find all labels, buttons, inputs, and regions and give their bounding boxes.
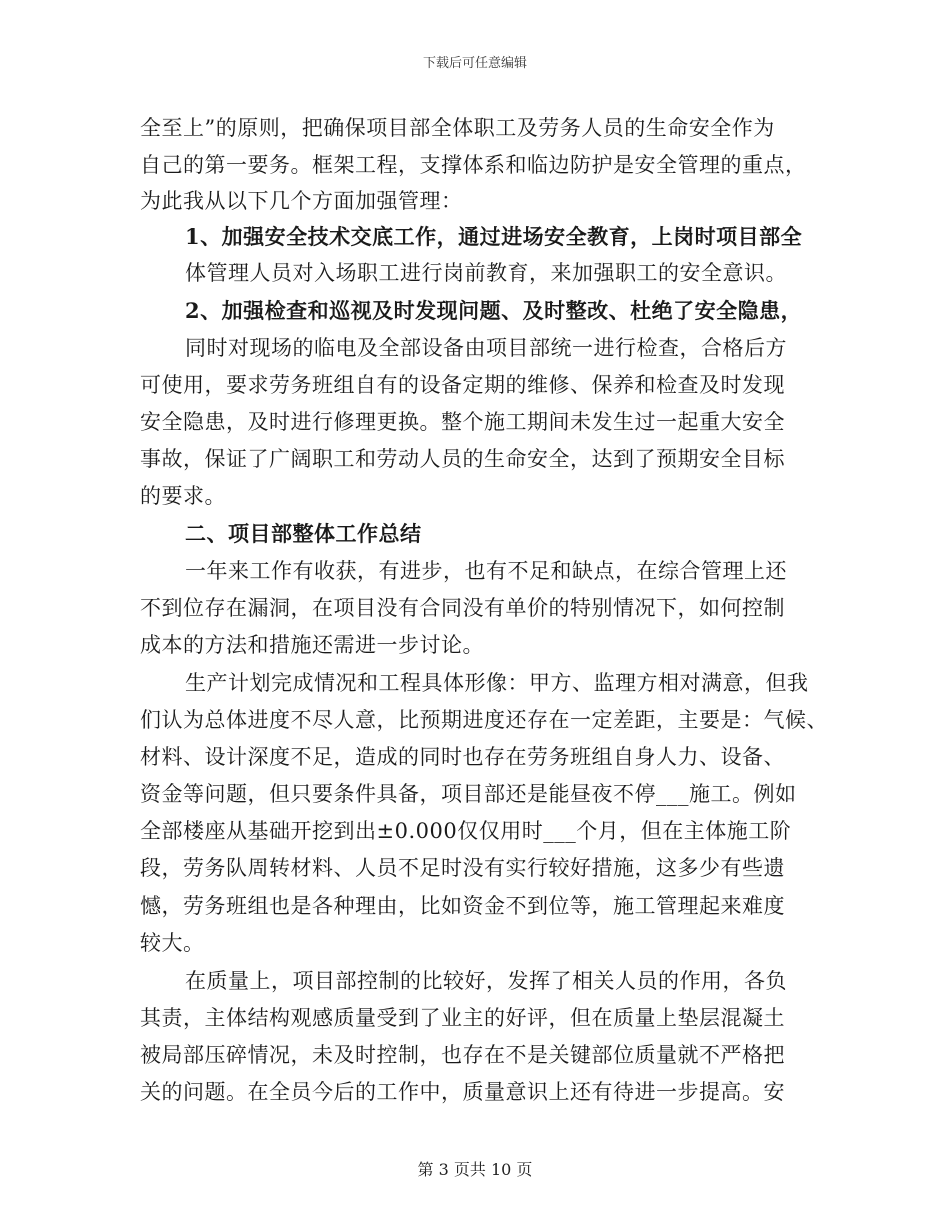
text-line: 同时对现场的临电及全部设备由项目部统一进行检查，合格后方 <box>185 336 787 360</box>
text-line: 2、加强检查和巡视及时发现问题、及时整改、杜绝了安全隐患， <box>185 298 803 323</box>
text-line: 二、项目部整体工作总结 <box>185 521 422 546</box>
text-line: 的要求。 <box>140 484 226 508</box>
text-line: 憾，劳务班组也是各种理由，比如资金不到位等，施工管理起来难度 <box>140 894 785 918</box>
text-line: 1、加强安全技术交底工作，通过进场安全教育，上岗时项目部全 <box>185 224 803 249</box>
text-line: 们认为总体进度不尽人意，比预期进度还存在一定差距，主要是：气候、 <box>140 708 828 732</box>
text-line: 安全隐患，及时进行修理更换。整个施工期间未发生过一起重大安全 <box>140 410 785 434</box>
text-line: 其责，主体结构观感质量受到了业主的好评，但在质量上垫层混凝土 <box>140 1006 785 1030</box>
text-line: 被局部压碎情况，未及时控制，也存在不是关键部位质量就不严格把 <box>140 1043 785 1067</box>
text-line: 自己的第一要务。框架工程，支撑体系和临边防护是安全管理的重点， <box>140 153 807 177</box>
page-header: 下载后可任意编辑 <box>422 56 527 71</box>
text-line: 资金等问题，但只要条件具备，项目部还是能昼夜不停___施工。例如 <box>140 782 797 806</box>
text-line: 不到位存在漏洞，在项目没有合同没有单价的特别情况下，如何控制 <box>140 596 785 620</box>
text-line: 较大。 <box>140 931 205 955</box>
text-line: 事故，保证了广阔职工和劳动人员的生命安全，达到了预期安全目标 <box>140 447 785 471</box>
text-line: 全至上”的原则，把确保项目部全体职工及劳务人员的生命安全作为 <box>140 116 775 140</box>
page-footer: 第 3 页共 10 页 <box>417 1160 533 1179</box>
text-line: 关的问题。在全员今后的工作中，质量意识上还有待进一步提高。安 <box>140 1080 785 1104</box>
text-line: 全部楼座从基础开挖到出±0.000仅仅用时___个月，但在主体施工阶 <box>140 819 792 843</box>
text-line: 成本的方法和措施还需进一步讨论。 <box>140 633 484 657</box>
text-line: 为此我从以下几个方面加强管理： <box>140 189 463 213</box>
text-line: 生产计划完成情况和工程具体形像：甲方、监理方相对满意，但我 <box>185 671 809 695</box>
text-line: 段，劳务队周转材料、人员不足时没有实行较好措施，这多少有些遗 <box>140 856 785 880</box>
text-line: 在质量上，项目部控制的比较好，发挥了相关人员的作用，各负 <box>185 969 787 993</box>
text-line: 体管理人员对入场职工进行岗前教育，来加强职工的安全意识。 <box>185 261 787 285</box>
text-line: 一年来工作有收获，有进步，也有不足和缺点，在综合管理上还 <box>185 559 787 583</box>
text-line: 材料、设计深度不足，造成的同时也存在劳务班组自身人力、设备、 <box>140 745 785 769</box>
text-line: 可使用，要求劳务班组自有的设备定期的维修、保养和检查及时发现 <box>140 373 785 397</box>
